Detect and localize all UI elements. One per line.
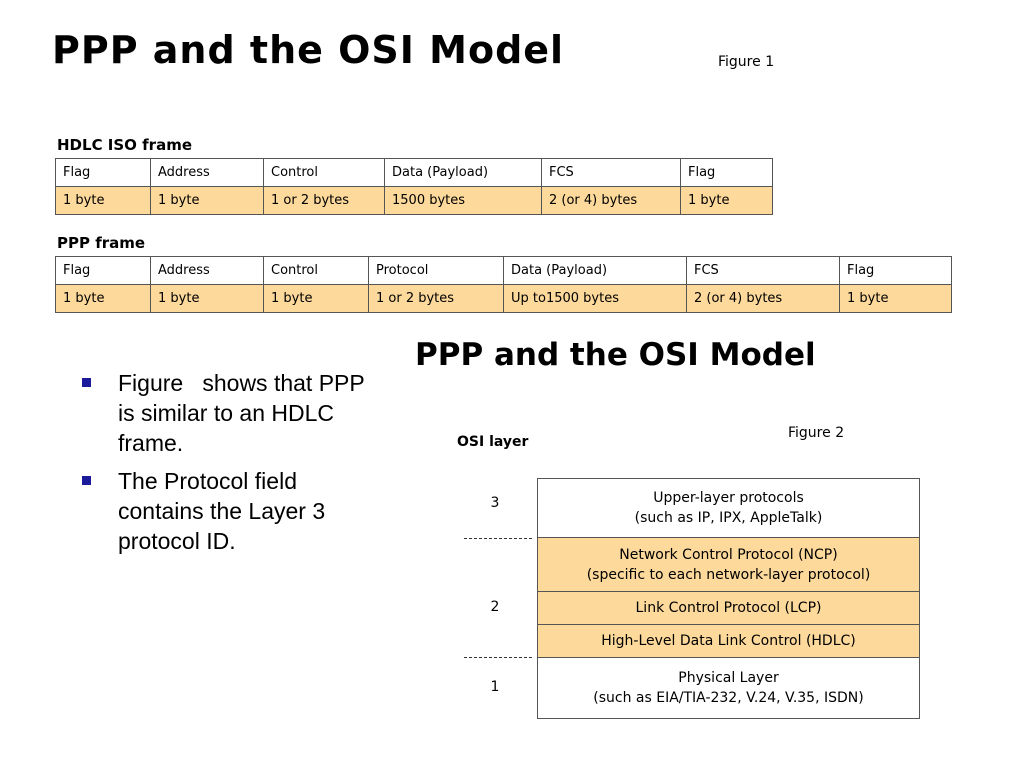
figure-1-label: Figure 1 (718, 54, 775, 70)
ppp-size-row (56, 285, 952, 313)
hdlc-size-cell: 1 byte (56, 187, 151, 215)
ppp-frame-heading: PPP frame (57, 234, 146, 252)
ppp-field-row (56, 257, 952, 285)
hdlc-block (538, 625, 919, 658)
bullet-list (82, 368, 382, 564)
hdlc-size-cell: 1500 bytes (385, 187, 542, 215)
hdlc-frame-table (55, 158, 773, 215)
ppp-size-cell: 1 or 2 bytes (369, 285, 504, 313)
hdlc-size-cell: 1 byte (681, 187, 773, 215)
ppp-size-cell: Up to1500 bytes (504, 285, 687, 313)
bullet-square-icon (82, 476, 91, 485)
layer-number-1: 1 (490, 679, 500, 695)
hdlc-size-cell: 1 byte (151, 187, 264, 215)
ncp-block (538, 538, 919, 592)
physical-layer-block (538, 658, 919, 718)
block-line1: Physical Layer (678, 670, 779, 686)
figure-2-label: Figure 2 (788, 425, 845, 441)
hdlc-size-cell: 1 or 2 bytes (264, 187, 385, 215)
hdlc-frame-heading: HDLC ISO frame (57, 136, 192, 154)
ppp-field-cell: Flag (840, 257, 952, 285)
hdlc-field-cell: Flag (681, 159, 773, 187)
hdlc-size-row (56, 187, 773, 215)
ppp-field-cell: Flag (56, 257, 151, 285)
ppp-size-cell: 2 (or 4) bytes (687, 285, 840, 313)
upper-layer-protocols-block (538, 479, 919, 538)
slide-title: PPP and the OSI Model (52, 28, 565, 72)
ppp-field-cell: Address (151, 257, 264, 285)
ppp-field-cell: Data (Payload) (504, 257, 687, 285)
bullet-item (82, 466, 382, 556)
block-line2: (such as EIA/TIA-232, V.24, V.35, ISDN) (593, 690, 864, 706)
block-line1: Network Control Protocol (NCP) (619, 546, 838, 563)
bullet-text: The Protocol field contains the Layer 3 protocol ID. (118, 468, 326, 554)
layer-divider (464, 657, 532, 658)
ppp-field-cell: FCS (687, 257, 840, 285)
block-line2: (such as IP, IPX, AppleTalk) (634, 510, 823, 526)
hdlc-field-row (56, 159, 773, 187)
hdlc-field-cell: Address (151, 159, 264, 187)
hdlc-field-cell: Data (Payload) (385, 159, 542, 187)
osi-layer-heading: OSI layer (457, 434, 529, 450)
bullet-square-icon (82, 378, 91, 387)
block-line2: (specific to each network-layer protocol) (586, 566, 871, 583)
ppp-size-cell: 1 byte (264, 285, 369, 313)
block-line1: Upper-layer protocols (653, 490, 804, 506)
layer-divider (464, 538, 532, 539)
ppp-field-cell: Control (264, 257, 369, 285)
osi-protocol-stack (537, 478, 920, 719)
layer-number-3: 3 (490, 495, 500, 511)
layer-number-2: 2 (490, 599, 500, 615)
hdlc-field-cell: Control (264, 159, 385, 187)
block-line1: Link Control Protocol (LCP) (635, 600, 822, 616)
ppp-size-cell: 1 byte (840, 285, 952, 313)
bullet-item (82, 368, 382, 458)
ppp-size-cell: 1 byte (151, 285, 264, 313)
bullet-text: Figure shows that PPP is similar to an HDLC frame. (118, 370, 371, 456)
block-line1: High-Level Data Link Control (HDLC) (601, 633, 856, 649)
hdlc-size-cell: 2 (or 4) bytes (542, 187, 681, 215)
lcp-block (538, 592, 919, 625)
ppp-size-cell: 1 byte (56, 285, 151, 313)
ppp-field-cell: Protocol (369, 257, 504, 285)
hdlc-field-cell: Flag (56, 159, 151, 187)
section-title: PPP and the OSI Model (415, 337, 816, 373)
ppp-frame-table (55, 256, 952, 313)
hdlc-field-cell: FCS (542, 159, 681, 187)
